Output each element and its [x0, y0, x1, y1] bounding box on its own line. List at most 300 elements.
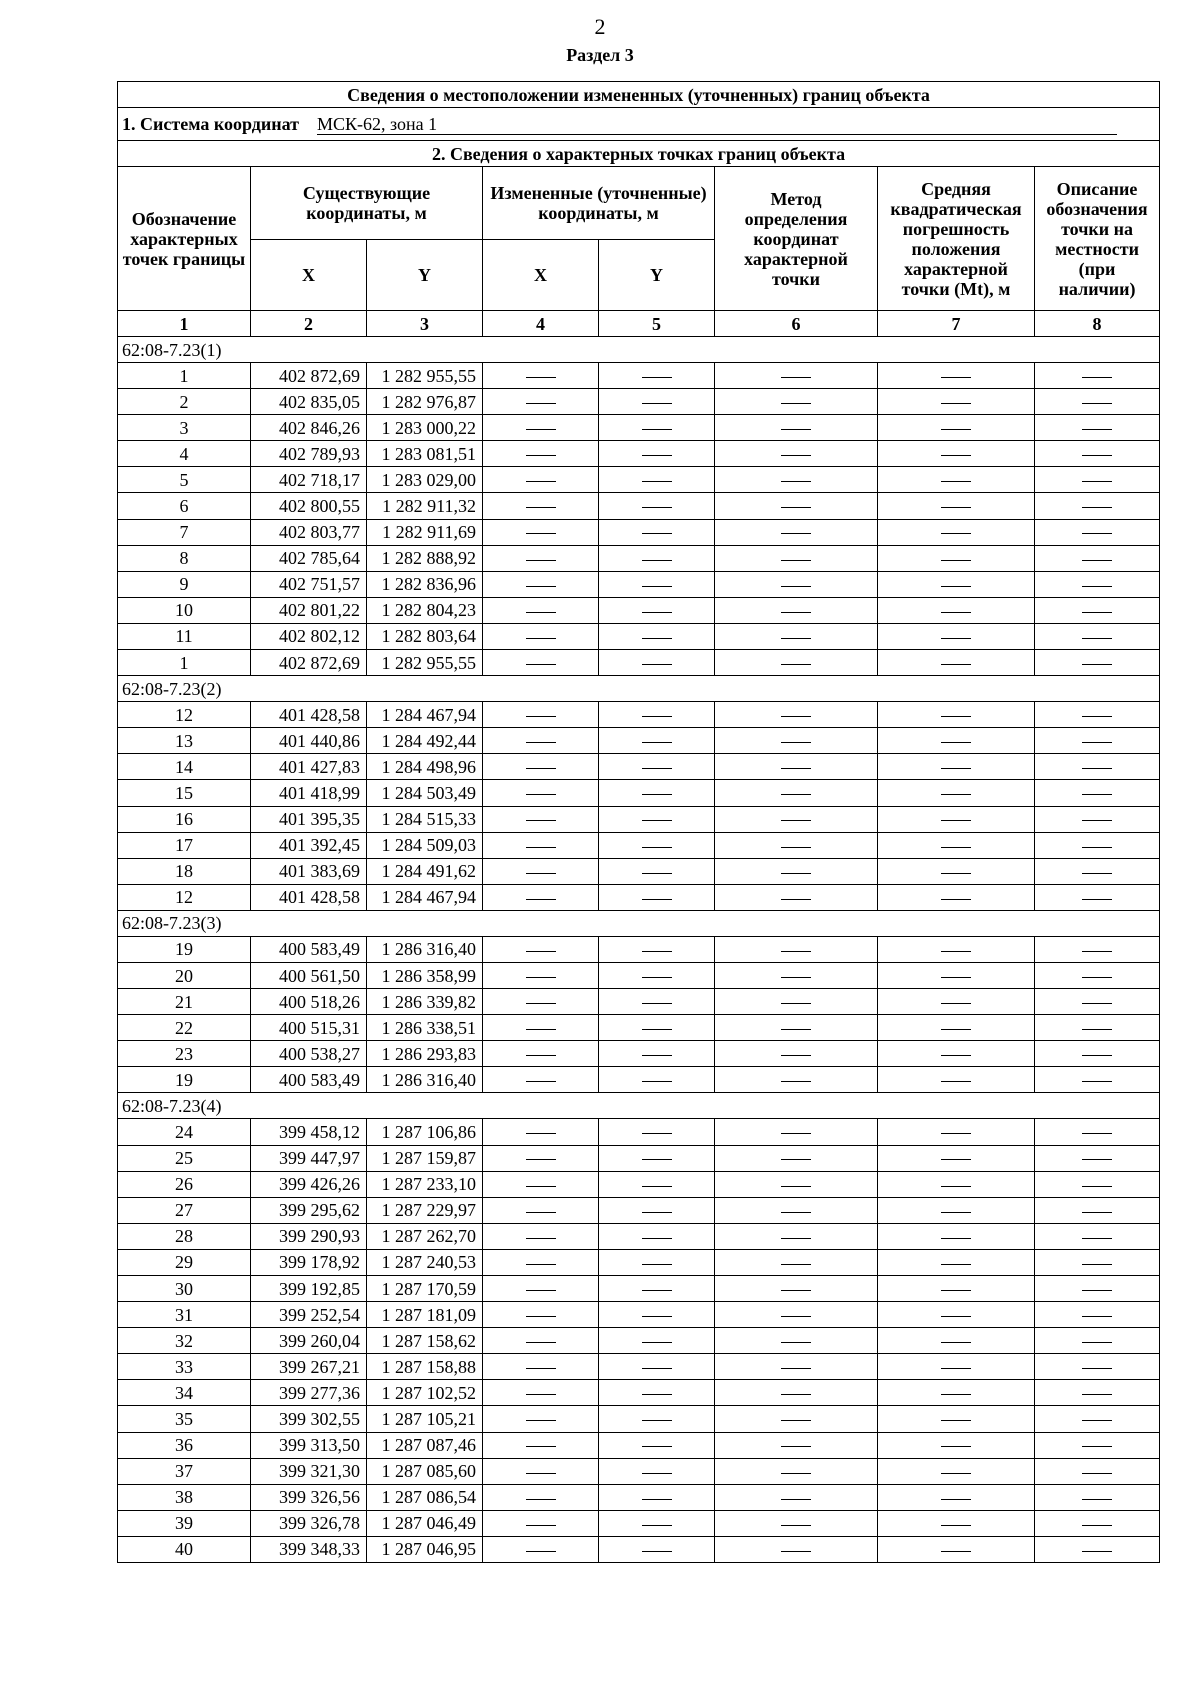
column-number: 7: [878, 311, 1035, 337]
table-row: [118, 650, 1160, 676]
method-value: [715, 1354, 878, 1380]
existing-y-value: 1 287 106,86: [367, 1119, 483, 1145]
error-value: [878, 1223, 1035, 1249]
method-value: [715, 884, 878, 910]
table-row: [118, 936, 1160, 962]
table-row: [118, 1067, 1160, 1093]
description-value: [1035, 832, 1160, 858]
existing-y-value: 1 287 181,09: [367, 1302, 483, 1328]
dash-mark: [526, 586, 556, 587]
existing-y-value: 1 286 316,40: [367, 1067, 483, 1093]
table-row: [118, 1223, 1160, 1249]
description-value: [1035, 623, 1160, 649]
table-row: [118, 1276, 1160, 1302]
dash-mark: [1082, 1525, 1112, 1526]
existing-y-value: 1 282 955,55: [367, 363, 483, 389]
changed-y-value: [599, 1067, 715, 1093]
changed-y-value: [599, 1249, 715, 1275]
table-row: [118, 780, 1160, 806]
changed-y-value: [599, 936, 715, 962]
changed-x-value: [483, 1145, 599, 1171]
dash-mark: [526, 1133, 556, 1134]
table-row: [118, 623, 1160, 649]
table-row: [118, 519, 1160, 545]
point-number: 34: [118, 1380, 251, 1406]
description-value: [1035, 1015, 1160, 1041]
method-value: [715, 389, 878, 415]
dash-mark: [526, 1316, 556, 1317]
dash-mark: [526, 1055, 556, 1056]
description-value: [1035, 754, 1160, 780]
header-existing-x: X: [251, 240, 367, 311]
method-value: [715, 441, 878, 467]
changed-y-value: [599, 989, 715, 1015]
dash-mark: [941, 586, 971, 587]
error-value: [878, 1354, 1035, 1380]
changed-x-value: [483, 1458, 599, 1484]
dash-mark: [941, 560, 971, 561]
method-value: [715, 519, 878, 545]
dash-mark: [941, 951, 971, 952]
existing-x-value: 400 518,26: [251, 989, 367, 1015]
existing-x-value: 400 561,50: [251, 962, 367, 988]
changed-y-value: [599, 806, 715, 832]
header-existing-y: Y: [367, 240, 483, 311]
existing-y-value: 1 282 888,92: [367, 545, 483, 571]
existing-y-value: 1 284 498,96: [367, 754, 483, 780]
table-row: [118, 1041, 1160, 1067]
error-value: [878, 1484, 1035, 1510]
method-value: [715, 597, 878, 623]
table-row: [118, 884, 1160, 910]
dash-mark: [1082, 1551, 1112, 1552]
dash-mark: [526, 977, 556, 978]
method-value: [715, 650, 878, 676]
existing-y-value: 1 286 339,82: [367, 989, 483, 1015]
dash-mark: [941, 873, 971, 874]
point-number: 37: [118, 1458, 251, 1484]
dash-mark: [781, 638, 811, 639]
dash-mark: [781, 1525, 811, 1526]
description-value: [1035, 1197, 1160, 1223]
description-value: [1035, 1354, 1160, 1380]
existing-x-value: 399 326,56: [251, 1484, 367, 1510]
point-number: 7: [118, 519, 251, 545]
existing-x-value: 399 192,85: [251, 1276, 367, 1302]
dash-mark: [526, 560, 556, 561]
changed-y-value: [599, 1119, 715, 1145]
dash-mark: [526, 1342, 556, 1343]
dash-mark: [941, 899, 971, 900]
table-row: [118, 1484, 1160, 1510]
dash-mark: [642, 1290, 672, 1291]
dash-mark: [642, 507, 672, 508]
dash-mark: [526, 899, 556, 900]
method-value: [715, 1171, 878, 1197]
dash-mark: [941, 507, 971, 508]
dash-mark: [642, 1055, 672, 1056]
existing-y-value: 1 283 029,00: [367, 467, 483, 493]
changed-x-value: [483, 1197, 599, 1223]
error-value: [878, 363, 1035, 389]
existing-y-value: 1 282 911,69: [367, 519, 483, 545]
existing-x-value: 399 178,92: [251, 1249, 367, 1275]
existing-y-value: 1 282 976,87: [367, 389, 483, 415]
dash-mark: [1082, 1133, 1112, 1134]
error-value: [878, 858, 1035, 884]
existing-x-value: 402 800,55: [251, 493, 367, 519]
dash-mark: [1082, 455, 1112, 456]
error-value: [878, 441, 1035, 467]
existing-y-value: 1 286 316,40: [367, 936, 483, 962]
existing-x-value: 402 789,93: [251, 441, 367, 467]
error-value: [878, 1276, 1035, 1302]
changed-x-value: [483, 467, 599, 493]
dash-mark: [526, 847, 556, 848]
table-row: [118, 1380, 1160, 1406]
dash-mark: [781, 455, 811, 456]
description-value: [1035, 441, 1160, 467]
table-row: [118, 806, 1160, 832]
error-value: [878, 1249, 1035, 1275]
method-value: [715, 989, 878, 1015]
changed-y-value: [599, 780, 715, 806]
existing-x-value: 402 718,17: [251, 467, 367, 493]
changed-y-value: [599, 884, 715, 910]
dash-mark: [526, 1394, 556, 1395]
description-value: [1035, 1223, 1160, 1249]
table-row: [118, 832, 1160, 858]
boundary-points-table: [117, 81, 1160, 1563]
dash-mark: [526, 533, 556, 534]
header-changed-x: X: [483, 240, 599, 311]
dash-mark: [642, 1342, 672, 1343]
dash-mark: [941, 403, 971, 404]
existing-x-value: 400 538,27: [251, 1041, 367, 1067]
description-value: [1035, 1171, 1160, 1197]
dash-mark: [526, 507, 556, 508]
existing-y-value: 1 287 262,70: [367, 1223, 483, 1249]
point-number: 32: [118, 1328, 251, 1354]
changed-x-value: [483, 1484, 599, 1510]
dash-mark: [941, 1238, 971, 1239]
dash-mark: [941, 377, 971, 378]
dash-mark: [526, 1081, 556, 1082]
error-value: [878, 623, 1035, 649]
existing-y-value: 1 287 086,54: [367, 1484, 483, 1510]
description-value: [1035, 936, 1160, 962]
dash-mark: [941, 1081, 971, 1082]
dash-mark: [941, 455, 971, 456]
changed-x-value: [483, 936, 599, 962]
dash-mark: [941, 1029, 971, 1030]
existing-y-value: 1 284 467,94: [367, 884, 483, 910]
error-value: [878, 650, 1035, 676]
method-value: [715, 1041, 878, 1067]
method-value: [715, 1536, 878, 1562]
dash-mark: [781, 1342, 811, 1343]
table-row: [118, 728, 1160, 754]
description-value: [1035, 989, 1160, 1015]
error-value: [878, 1171, 1035, 1197]
changed-y-value: [599, 754, 715, 780]
existing-y-value: 1 284 515,33: [367, 806, 483, 832]
header-existing-coords: Существующие координаты, м: [251, 167, 483, 240]
changed-y-value: [599, 832, 715, 858]
dash-mark: [526, 638, 556, 639]
point-number: 40: [118, 1536, 251, 1562]
changed-y-value: [599, 545, 715, 571]
error-value: [878, 1536, 1035, 1562]
changed-y-value: [599, 389, 715, 415]
changed-x-value: [483, 545, 599, 571]
dash-mark: [642, 481, 672, 482]
dash-mark: [941, 533, 971, 534]
changed-y-value: [599, 441, 715, 467]
dash-mark: [526, 377, 556, 378]
existing-y-value: 1 284 503,49: [367, 780, 483, 806]
existing-x-value: 399 348,33: [251, 1536, 367, 1562]
dash-mark: [941, 1159, 971, 1160]
points-section-title: 2. Сведения о характерных точках границ объекта: [118, 141, 1160, 167]
dash-mark: [1082, 794, 1112, 795]
dash-mark: [642, 1133, 672, 1134]
existing-y-value: 1 287 159,87: [367, 1145, 483, 1171]
error-value: [878, 389, 1035, 415]
existing-y-value: 1 287 087,46: [367, 1432, 483, 1458]
dash-mark: [1082, 1264, 1112, 1265]
column-number: 3: [367, 311, 483, 337]
dash-mark: [1082, 533, 1112, 534]
existing-y-value: 1 287 102,52: [367, 1380, 483, 1406]
description-value: [1035, 1041, 1160, 1067]
changed-x-value: [483, 1223, 599, 1249]
dash-mark: [642, 1316, 672, 1317]
dash-mark: [1082, 742, 1112, 743]
method-value: [715, 832, 878, 858]
method-value: [715, 1328, 878, 1354]
dash-mark: [642, 1159, 672, 1160]
existing-x-value: 399 321,30: [251, 1458, 367, 1484]
changed-x-value: [483, 571, 599, 597]
changed-x-value: [483, 415, 599, 441]
dash-mark: [1082, 1316, 1112, 1317]
existing-x-value: 400 515,31: [251, 1015, 367, 1041]
method-value: [715, 1276, 878, 1302]
dash-mark: [1082, 507, 1112, 508]
point-number: 24: [118, 1119, 251, 1145]
table-row: [118, 1432, 1160, 1458]
method-value: [715, 415, 878, 441]
dash-mark: [642, 716, 672, 717]
dash-mark: [781, 1368, 811, 1369]
error-value: [878, 1302, 1035, 1328]
dash-mark: [1082, 1029, 1112, 1030]
existing-x-value: 399 447,97: [251, 1145, 367, 1171]
point-number: 2: [118, 389, 251, 415]
dash-mark: [642, 533, 672, 534]
point-number: 1: [118, 363, 251, 389]
header-changed-y: Y: [599, 240, 715, 311]
dash-mark: [526, 1212, 556, 1213]
dash-mark: [781, 533, 811, 534]
dash-mark: [526, 429, 556, 430]
dash-mark: [941, 664, 971, 665]
existing-x-value: 401 427,83: [251, 754, 367, 780]
group-name: 62:08-7.23(4): [118, 1093, 1160, 1119]
changed-x-value: [483, 1328, 599, 1354]
dash-mark: [1082, 560, 1112, 561]
dash-mark: [642, 1081, 672, 1082]
existing-y-value: 1 284 491,62: [367, 858, 483, 884]
existing-y-value: 1 286 338,51: [367, 1015, 483, 1041]
dash-mark: [1082, 586, 1112, 587]
description-value: [1035, 1484, 1160, 1510]
error-value: [878, 1380, 1035, 1406]
dash-mark: [941, 820, 971, 821]
point-number: 1: [118, 650, 251, 676]
group-row: [118, 337, 1160, 363]
dash-mark: [1082, 1159, 1112, 1160]
changed-x-value: [483, 1432, 599, 1458]
dash-mark: [526, 1290, 556, 1291]
method-value: [715, 962, 878, 988]
point-number: 14: [118, 754, 251, 780]
existing-x-value: 401 395,35: [251, 806, 367, 832]
dash-mark: [1082, 820, 1112, 821]
dash-mark: [781, 481, 811, 482]
header-method: Метод определения координат характерной точки: [715, 167, 878, 311]
existing-x-value: 401 392,45: [251, 832, 367, 858]
description-value: [1035, 545, 1160, 571]
dash-mark: [941, 1368, 971, 1369]
method-value: [715, 1015, 878, 1041]
group-name: 62:08-7.23(3): [118, 910, 1160, 936]
method-value: [715, 1145, 878, 1171]
point-number: 19: [118, 1067, 251, 1093]
dash-mark: [1082, 873, 1112, 874]
error-value: [878, 1067, 1035, 1093]
dash-mark: [781, 1133, 811, 1134]
method-value: [715, 806, 878, 832]
description-value: [1035, 702, 1160, 728]
changed-x-value: [483, 1536, 599, 1562]
dash-mark: [1082, 1003, 1112, 1004]
existing-y-value: 1 287 233,10: [367, 1171, 483, 1197]
method-value: [715, 493, 878, 519]
method-value: [715, 858, 878, 884]
table-row: [118, 1249, 1160, 1275]
error-value: [878, 545, 1035, 571]
dash-mark: [1082, 1238, 1112, 1239]
existing-y-value: 1 283 000,22: [367, 415, 483, 441]
column-number: 1: [118, 311, 251, 337]
dash-mark: [526, 873, 556, 874]
error-value: [878, 884, 1035, 910]
changed-x-value: [483, 1510, 599, 1536]
error-value: [878, 1145, 1035, 1171]
dash-mark: [781, 1264, 811, 1265]
point-number: 36: [118, 1432, 251, 1458]
existing-x-value: 401 418,99: [251, 780, 367, 806]
changed-x-value: [483, 1171, 599, 1197]
dash-mark: [781, 664, 811, 665]
dash-mark: [781, 1212, 811, 1213]
dash-mark: [941, 1316, 971, 1317]
dash-mark: [941, 977, 971, 978]
page-number: 2: [594, 14, 606, 39]
group-row: [118, 676, 1160, 702]
description-value: [1035, 858, 1160, 884]
existing-y-value: 1 287 240,53: [367, 1249, 483, 1275]
point-number: 8: [118, 545, 251, 571]
dash-mark: [642, 1003, 672, 1004]
description-value: [1035, 884, 1160, 910]
dash-mark: [642, 951, 672, 952]
table-row: [118, 1145, 1160, 1171]
table-title: Сведения о местоположении измененных (уточненных) границ объекта: [118, 82, 1160, 108]
dash-mark: [642, 586, 672, 587]
method-value: [715, 702, 878, 728]
changed-y-value: [599, 415, 715, 441]
dash-mark: [1082, 1446, 1112, 1447]
dash-mark: [526, 1186, 556, 1187]
dash-mark: [526, 1420, 556, 1421]
description-value: [1035, 389, 1160, 415]
point-number: 29: [118, 1249, 251, 1275]
changed-y-value: [599, 1276, 715, 1302]
changed-y-value: [599, 1171, 715, 1197]
dash-mark: [1082, 403, 1112, 404]
dash-mark: [1082, 1186, 1112, 1187]
dash-mark: [781, 951, 811, 952]
method-value: [715, 1249, 878, 1275]
method-value: [715, 545, 878, 571]
existing-y-value: 1 284 509,03: [367, 832, 483, 858]
error-value: [878, 1458, 1035, 1484]
existing-x-value: 401 428,58: [251, 702, 367, 728]
coord-system-value: МСК-62, зона 1: [317, 114, 1117, 135]
dash-mark: [526, 1029, 556, 1030]
table-row: [118, 1328, 1160, 1354]
dash-mark: [1082, 1368, 1112, 1369]
table-row: [118, 702, 1160, 728]
dash-mark: [941, 1420, 971, 1421]
dash-mark: [526, 1551, 556, 1552]
dash-mark: [642, 1368, 672, 1369]
changed-x-value: [483, 780, 599, 806]
existing-y-value: 1 287 105,21: [367, 1406, 483, 1432]
dash-mark: [642, 1029, 672, 1030]
description-value: [1035, 962, 1160, 988]
point-number: 27: [118, 1197, 251, 1223]
dash-mark: [642, 1264, 672, 1265]
dash-mark: [1082, 664, 1112, 665]
table-row: [118, 1197, 1160, 1223]
table-body: [118, 82, 1160, 1563]
error-value: [878, 571, 1035, 597]
changed-y-value: [599, 728, 715, 754]
dash-mark: [526, 455, 556, 456]
method-value: [715, 1223, 878, 1249]
changed-y-value: [599, 1380, 715, 1406]
dash-mark: [1082, 768, 1112, 769]
table-row: [118, 597, 1160, 623]
point-number: 35: [118, 1406, 251, 1432]
changed-y-value: [599, 1510, 715, 1536]
description-value: [1035, 1276, 1160, 1302]
changed-x-value: [483, 962, 599, 988]
